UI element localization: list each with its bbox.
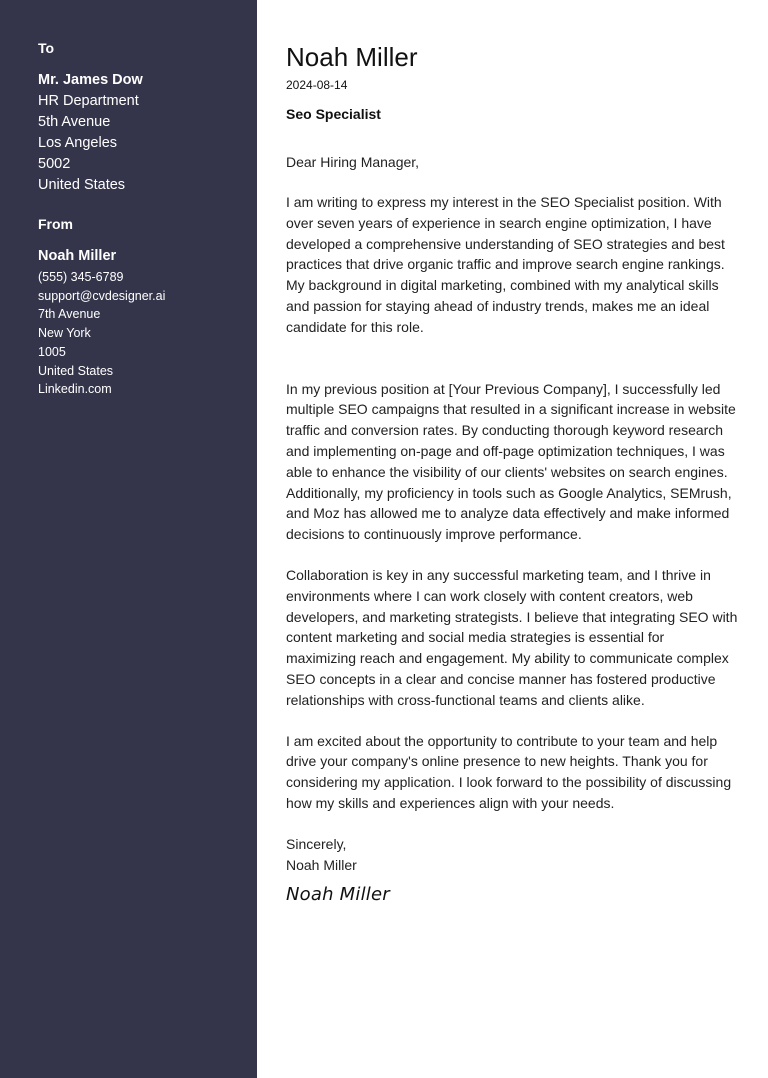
recipient-postal-code: 5002 (38, 156, 71, 172)
salutation: Dear Hiring Manager, (286, 154, 420, 170)
paragraph: Collaboration is key in any successful marketing team, and I thrive in environments where I can work closely with content creators, web developers, and marketing strategists. I believe that integrating SEO with content marketing and social media strategies is essential for maximizing reach and engagement. My ability to communicate complex SEO concepts in a clear and concise manner has fostered productive relationships with cross-functional teams and clients alike. (286, 566, 738, 708)
letter-author-name: Noah Miller (286, 42, 418, 72)
sender-name: Noah Miller (38, 248, 117, 264)
from-heading: From (38, 216, 73, 232)
sender-postal-code: 1005 (38, 344, 66, 359)
paragraph: I am excited about the opportunity to contribute to your team and help drive your company's online presence to new heights. Thank you for considering my application. I look forward to the possibility of discussing how my skills and experiences align with your needs. (286, 732, 732, 811)
closing-phrase: Sincerely, (286, 835, 347, 852)
recipient-department: HR Department (38, 93, 139, 109)
sender-block (38, 216, 257, 399)
to-heading: To (38, 40, 55, 56)
closing-name: Noah Miller (286, 856, 357, 873)
paragraph: In my previous position at [Your Previous Company], I successfully led multiple SEO campaigns that resulted in a significant increase in website traffic and conversion rates. By conducting thorough keyword research and implementing on-page and off-page optimization techniques, I was able to enhance the visibility of our clients' websites on search engines. Additionally, my proficiency in tools such as Google Analytics, SEMrush, and Moz has allowed me to analyze data effectively and make informed decisions to continuously improve performance. (286, 380, 736, 543)
sender-street: 7th Avenue (38, 307, 101, 322)
paragraph: I am writing to express my interest in the SEO Specialist position. With over seven years of experience in search engine optimization, I have developed a comprehensive understanding of SEO strategies and best practices that drive organic traffic and improve search engine rankings. My background in digital marketing, combined with my analytical skills and passion for staying ahead of industry trends, makes me an ideal candidate for this role. (286, 194, 725, 335)
letter-body (257, 0, 768, 1078)
recipient-country: United States (38, 177, 126, 193)
closing-block (286, 834, 738, 876)
sender-country: United States (38, 363, 114, 378)
signature: Noah Miller (286, 884, 390, 906)
sender-city: New York (38, 326, 91, 341)
sender-email: support@cvdesigner.ai (38, 288, 166, 303)
letter-date: 2024-08-14 (286, 78, 348, 92)
recipient-name: Mr. James Dow (38, 72, 143, 88)
sender-linkedin: Linkedin.com (38, 382, 112, 397)
position-title: Seo Specialist (286, 106, 381, 122)
sender-phone: (555) 345-6789 (38, 270, 124, 284)
recipient-block (38, 40, 257, 196)
recipient-city: Los Angeles (38, 135, 118, 151)
recipient-street: 5th Avenue (38, 114, 111, 130)
sidebar (0, 0, 257, 1078)
